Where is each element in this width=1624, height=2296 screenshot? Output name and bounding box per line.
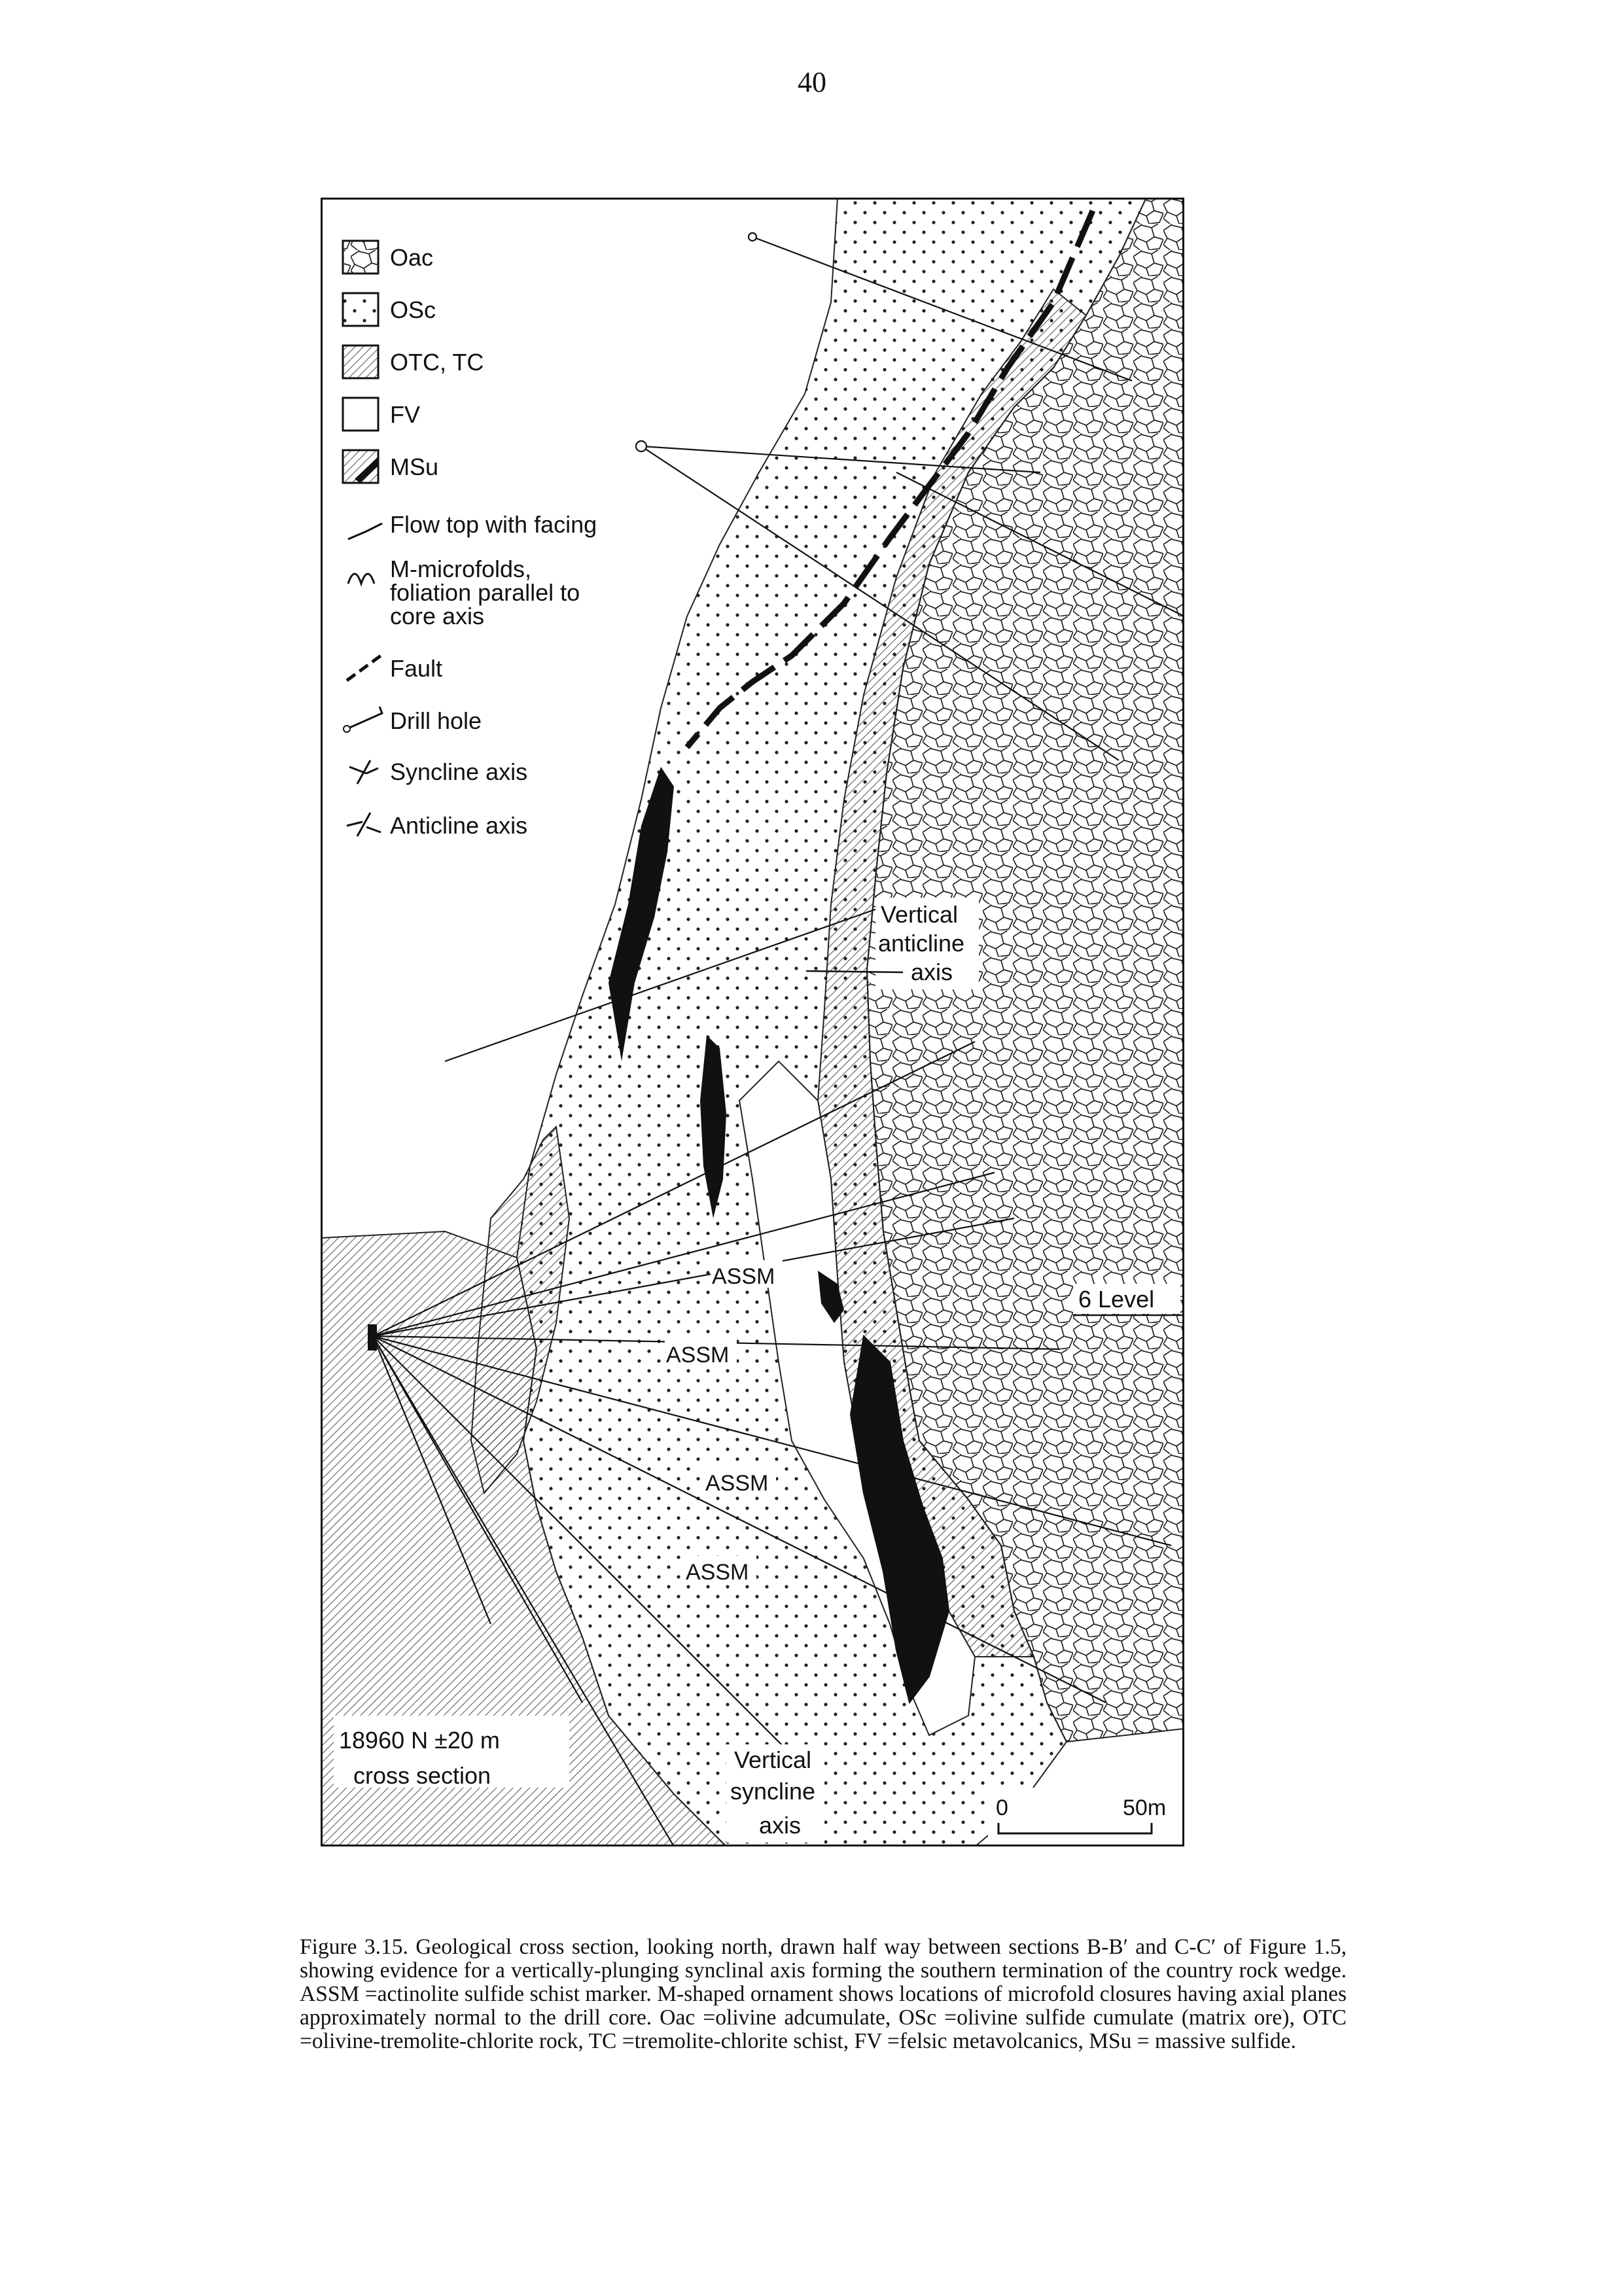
level-label: 6 Level: [1078, 1286, 1155, 1313]
fault-icon: [347, 656, 381, 680]
assm-label-3: ASSM: [705, 1471, 769, 1496]
page-number: 40: [798, 66, 826, 98]
assm-label-1: ASSM: [712, 1264, 775, 1289]
vertical-anticline-label-1: Vertical: [881, 901, 959, 928]
assm-label-4: ASSM: [686, 1560, 749, 1585]
scale-bar-start: 0: [996, 1795, 1008, 1820]
legend-flow-top: Flow top with facing: [390, 511, 597, 538]
legend-label-oac: Oac: [390, 244, 434, 271]
flow-top-icon: [348, 523, 382, 539]
vertical-syncline-label-1: Vertical: [734, 1746, 812, 1773]
legend-label-msu: MSu: [390, 453, 439, 480]
figure-caption: Figure 3.15. Geological cross section, looking north, drawn half way between sections B-B′ and C-C′ of Figure 1.5, showing evidence for a vertically-plunging synclinal axis forming the southern termination of the country rock wedge. ASSM =actinolite sulfide schist marker. M-shaped ornament shows locations of microfold closures having axial planes approximately normal to the drill core. Oac =olivine adcumulate, OSc =olivine sulfide cumulate (matrix ore), OTC =olivine-tremolite-chlorite rock, TC =tremolite-chlorite schist, FV =felsic metavolcanics, MSu = massive sulfide.: [300, 1935, 1347, 2053]
legend-microfolds-line2: foliation parallel to: [390, 579, 580, 606]
legend-fault: Fault: [390, 655, 443, 682]
vertical-syncline-label-2: syncline: [730, 1778, 816, 1805]
legend-label-otc-tc: OTC, TC: [390, 349, 484, 376]
legend: [343, 241, 597, 839]
m-microfold-icon: [348, 574, 374, 584]
drill-collar: [368, 1324, 377, 1351]
vertical-anticline-label-2: anticline: [878, 930, 965, 957]
legend-syncline: Syncline axis: [390, 758, 528, 785]
anticline-axis-icon: [347, 813, 381, 836]
geological-cross-section-figure: [321, 198, 1184, 1846]
legend-swatch-otc-tc: [343, 345, 378, 378]
legend-label-fv: FV: [390, 401, 421, 428]
legend-drill-hole: Drill hole: [390, 707, 482, 734]
scale-bar-end: 50m: [1123, 1795, 1167, 1820]
legend-swatch-fv: [343, 398, 378, 431]
drill-hole-icon: [347, 707, 382, 729]
section-label-1: 18960 N ±20 m: [339, 1727, 500, 1754]
legend-swatch-oac: [343, 241, 378, 274]
syncline-axis-icon: [349, 760, 378, 784]
vertical-syncline-label-3: axis: [759, 1812, 802, 1839]
legend-microfolds-line3: core axis: [390, 603, 485, 629]
cross-section-map: [321, 198, 1184, 1846]
legend-swatch-osc: [343, 293, 378, 326]
legend-microfolds-line1: M-microfolds,: [390, 556, 532, 582]
section-label-2: cross section: [353, 1762, 491, 1789]
vertical-anticline-label-3: axis: [911, 959, 953, 985]
legend-label-osc: OSc: [390, 296, 436, 323]
assm-label-2: ASSM: [666, 1343, 730, 1368]
legend-anticline: Anticline axis: [390, 812, 528, 839]
